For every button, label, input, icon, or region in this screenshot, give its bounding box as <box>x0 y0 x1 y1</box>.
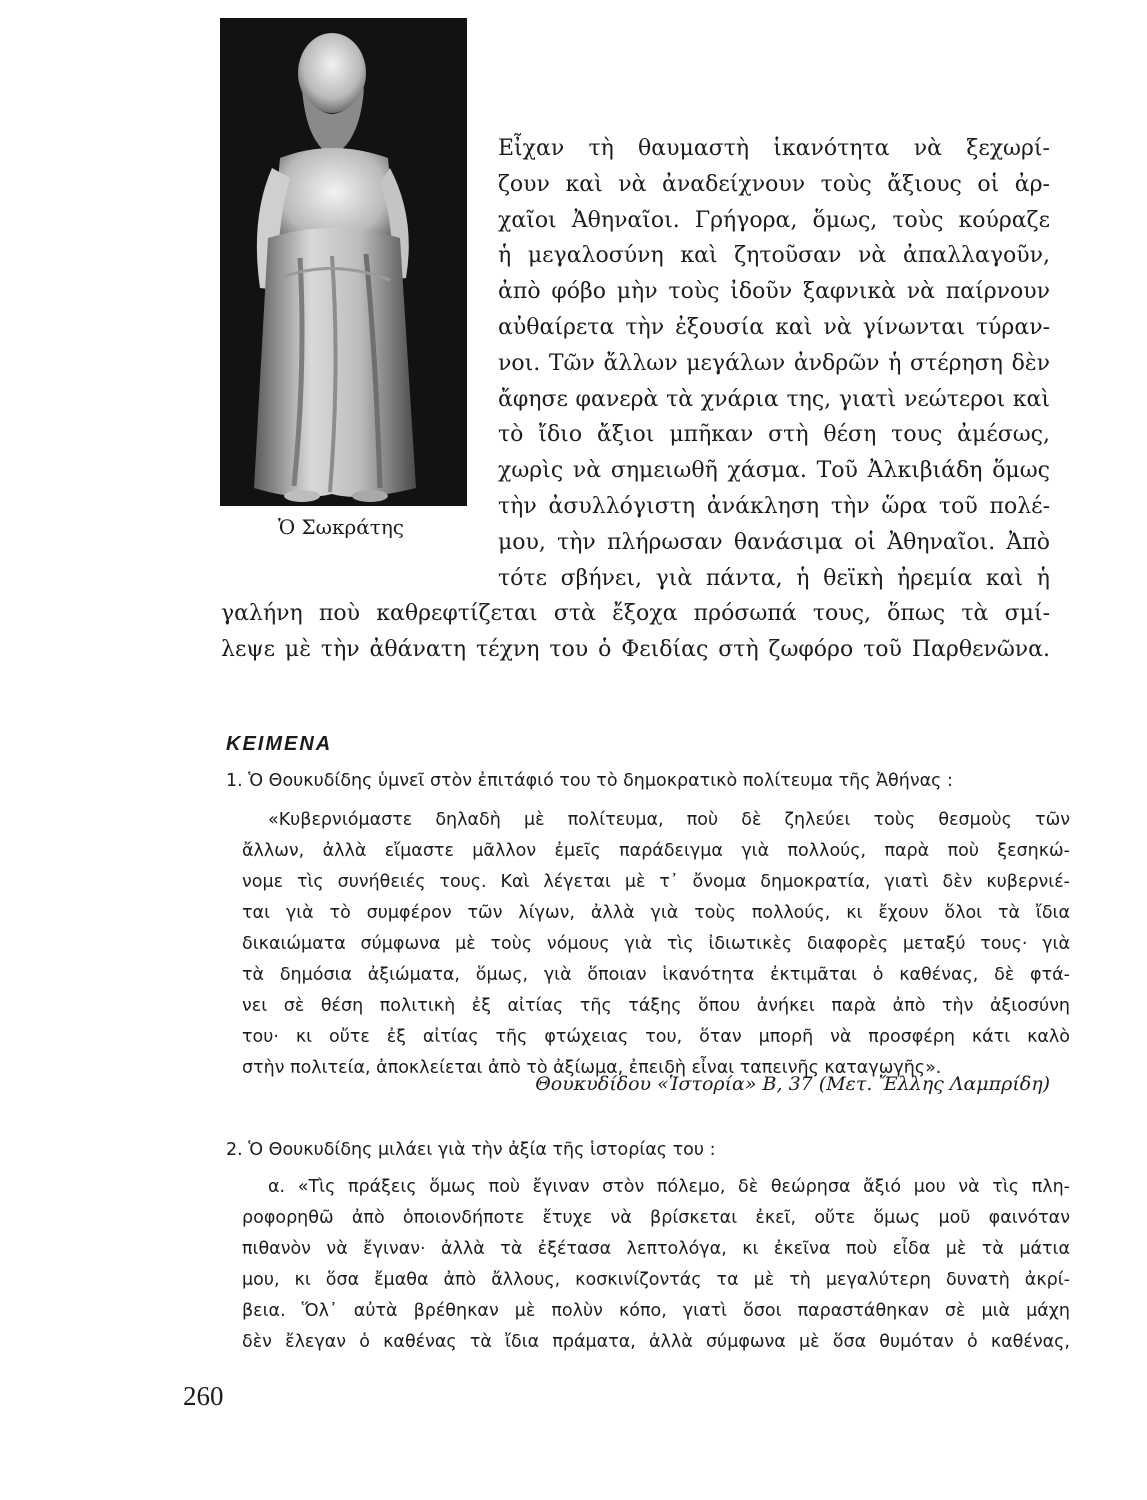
intro-line: γαλήνη ποὺ καθρεφτίζεται στὰ ἔξοχα πρόσωπά τους, ὅπως τὰ σμί- <box>221 601 1050 627</box>
item2-title: 2. Ὁ Θουκυδίδης μιλάει γιὰ τὴν ἀξία τῆς ἱστορίας του : <box>226 1140 716 1160</box>
quote-line: ἄλλων, ἀλλὰ εἴμαστε μᾶλλον ἐμεῖς παράδειγμα γιὰ πολλούς, παρὰ ποὺ ξεσηκώ- <box>242 841 1070 861</box>
intro-line: Εἶχαν τὴ θαυμαστὴ ἱκανότητα νὰ ξεχωρί- <box>498 136 1050 161</box>
intro-line: ἀπὸ φόβο μὴν τοὺς ἰδοῦν ξαφνικὰ νὰ παίρνουν <box>498 279 1050 305</box>
intro-line: χωρὶς νὰ σημειωθῆ χάσμα. Τοῦ Ἀλκιβιάδη ὅμως <box>498 458 1050 484</box>
intro-line: ἡ μεγαλοσύνη καὶ ζητοῦσαν νὰ ἀπαλλαγοῦν, <box>498 243 1050 269</box>
intro-line: χαῖοι Ἀθηναῖοι. Γρήγορα, ὅμως, τοὺς κούραζε <box>498 207 1050 233</box>
quote-line: τὰ δημόσια ἀξιώματα, ὅμως, γιὰ ὅποιαν ἱκανότητα ἐκτιμᾶται ὁ καθένας, δὲ φτά- <box>242 965 1070 985</box>
quote-line: μου, κι ὅσα ἔμαθα ἀπὸ ἄλλους, κοσκινίζοντάς τα μὲ τὴ μεγαλύτερη δυνατὴ ἀκρί- <box>242 1270 1070 1290</box>
quote-source: Θουκυδίδου «Ἱστορία» Β, 37 (Μετ. Ἔλλης Λαμπρίδη) <box>535 1073 1050 1095</box>
page-number: 260 <box>183 1381 224 1411</box>
intro-line: μου, τὴν πλήρωσαν θανάσιμα οἱ Ἀθηναῖοι. Ἀπὸ <box>498 529 1050 555</box>
intro-line: ἄφησε φανερὰ τὰ χνάρια της, γιατὶ νεώτεροι καὶ <box>498 386 1050 412</box>
quote-line: δὲν ἔλεγαν ὁ καθένας τὰ ἴδια πράματα, ἀλλὰ σύμφωνα μὲ ὅσα θυμόταν ὁ καθένας, <box>242 1332 1070 1352</box>
quote-line: νομε τὶς συνήθειές τους. Καὶ λέγεται μὲ τ᾽ ὄνομα δημοκρατία, γιατὶ δὲν κυβερνιέ- <box>242 872 1070 892</box>
quote-line: του· κι οὔτε ἐξ αἰτίας τῆς φτώχειας του, ὅταν μπορῆ νὰ προσφέρη κάτι καλὸ <box>242 1027 1070 1047</box>
intro-line: νοι. Τῶν ἄλλων μεγάλων ἀνδρῶν ἡ στέρηση δὲν <box>498 350 1050 376</box>
quote-line: ροφορηθῶ ἀπὸ ὁποιονδήποτε ἔτυχε νὰ βρίσκεται ἐκεῖ, οὔτε ὅμως μοῦ φαινόταν <box>242 1208 1070 1228</box>
quote-line: α. «Τὶς πράξεις ὅμως ποὺ ἔγιναν στὸν πόλεμο, δὲ θεώρησα ἄξιό μου νὰ τὶς πλη- <box>268 1177 1070 1197</box>
intro-line: τότε σβήνει, γιὰ πάντα, ἡ θεϊκὴ ἠρεμία καὶ ἡ <box>498 565 1050 591</box>
intro-line: ζουν καὶ νὰ ἀναδείχνουν τοὺς ἄξιους οἱ ἀρ- <box>498 171 1050 197</box>
quote-line: βεια. Ὅλ᾽ αὐτὰ βρέθηκαν μὲ πολὺν κόπο, γιατὶ ὅσοι παραστάθηκαν σὲ μιὰ μάχη <box>242 1301 1070 1321</box>
section-heading: ΚΕΙΜΕΝΑ <box>226 733 333 755</box>
item2-quote <box>242 1172 1070 1358</box>
item1-title: 1. Ὁ Θουκυδίδης ὑμνεῖ στὸν ἐπιτάφιό του τὸ δημοκρατικὸ πολίτευμα τῆς Ἀθήνας : <box>226 771 953 791</box>
quote-line: «Κυβερνιόμαστε δηλαδὴ μὲ πολίτευμα, ποὺ δὲ ζηλεύει τοὺς θεσμοὺς τῶν <box>268 810 1070 830</box>
intro-line: τὸ ἴδιο ἄξιοι μπῆκαν στὴ θέση τους ἀμέσως, <box>498 422 1050 448</box>
intro-line: τὴν ἀσυλλόγιστη ἀνάκληση τὴν ὥρα τοῦ πολέ- <box>498 493 1050 519</box>
quote-line: στὴν πολιτεία, ἀποκλείεται ἀπὸ τὸ ἀξίωμα, ἐπειδὴ εἶναι ταπεινῆς καταγωγῆς». <box>242 1058 942 1078</box>
quote-line: δικαιώματα σύμφωνα μὲ τοὺς νόμους γιὰ τὶς ἰδιωτικὲς διαφορὲς μεταξύ τους· γιὰ <box>242 934 1070 954</box>
quote-line: ται γιὰ τὸ συμφέρον τῶν λίγων, ἀλλὰ γιὰ τοὺς πολλούς, κι ἔχουν ὅλοι τὰ ἴδια <box>242 903 1070 923</box>
quote-line: νει σὲ θέση πολιτικὴ ἐξ αἰτίας τῆς τάξης ὅπου ἀνήκει παρὰ ἀπὸ τὴν ἀξιοσύνη <box>242 996 1070 1016</box>
quote-line: πιθανὸν νὰ ἔγιναν· ἀλλὰ τὰ ἐξέτασα λεπτολόγα, κι ἐκεῖνα ποὺ εἶδα μὲ τὰ μάτια <box>242 1239 1070 1259</box>
figure-caption: Ὁ Σωκράτης <box>278 515 405 539</box>
socrates-statue-photo <box>220 18 467 506</box>
intro-line: αὐθαίρετα τὴν ἐξουσία καὶ νὰ γίνωνται τύραν- <box>498 314 1050 340</box>
statue-drawing <box>220 18 467 506</box>
intro-line: λεψε μὲ τὴν ἀθάνατη τέχνη του ὁ Φειδίας στὴ ζωφόρο τοῦ Παρθενῶνα. <box>221 637 1050 663</box>
item1-quote <box>242 805 1070 1084</box>
